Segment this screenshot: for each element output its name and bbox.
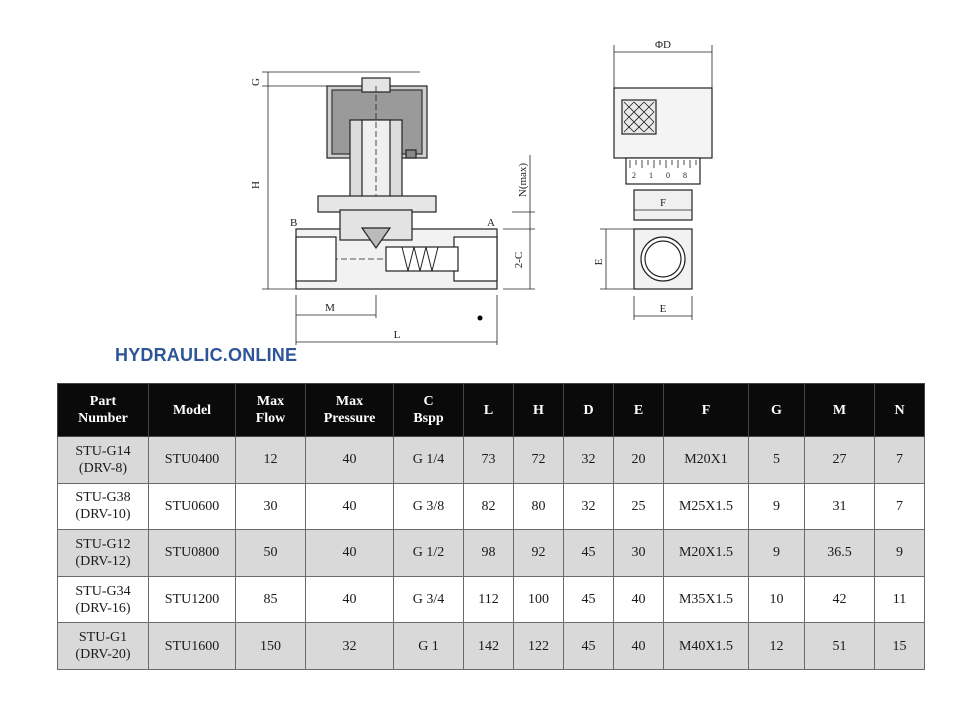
header-m: M	[805, 384, 875, 437]
header-d: D	[564, 384, 614, 437]
label-e-bottom: E	[659, 303, 667, 315]
scale-tick-4: 8	[683, 171, 687, 180]
cell-e: 40	[614, 623, 664, 670]
side-view	[600, 45, 712, 320]
header-max-pressure: Max Pressure	[306, 384, 394, 437]
cell-max-flow: 30	[236, 483, 306, 530]
cell-d: 45	[564, 576, 614, 623]
cell-m: 31	[805, 483, 875, 530]
cell-c: G 1/4	[394, 437, 464, 484]
cell-part-number: STU-G12 (DRV-12)	[58, 530, 149, 577]
scale-tick-2: 1	[649, 171, 653, 180]
cell-e: 20	[614, 437, 664, 484]
cell-d: 45	[564, 530, 614, 577]
cell-max-pressure: 40	[306, 576, 394, 623]
cell-d: 32	[564, 483, 614, 530]
cell-max-pressure: 32	[306, 623, 394, 670]
cell-max-flow: 12	[236, 437, 306, 484]
cell-h: 72	[514, 437, 564, 484]
spec-table	[57, 383, 925, 670]
header-f: F	[664, 384, 749, 437]
label-h: H	[250, 181, 262, 189]
header-l: L	[464, 384, 514, 437]
cell-max-pressure: 40	[306, 437, 394, 484]
label-g: G	[250, 78, 262, 86]
cell-m: 36.5	[805, 530, 875, 577]
cell-n: 11	[875, 576, 925, 623]
brand-heading: HYDRAULIC.ONLINE	[115, 345, 298, 365]
cell-h: 80	[514, 483, 564, 530]
cell-d: 32	[564, 437, 614, 484]
scale-tick-1: 2	[632, 171, 636, 180]
cell-f: M20X1	[664, 437, 749, 484]
cell-model: STU1200	[149, 576, 236, 623]
cell-max-pressure: 40	[306, 530, 394, 577]
header-part-number: Part Number	[58, 384, 149, 437]
label-d: ΦD	[655, 39, 671, 51]
table-header-row	[58, 384, 925, 437]
cell-e: 25	[614, 483, 664, 530]
cell-c: G 1	[394, 623, 464, 670]
header-g: G	[749, 384, 805, 437]
cell-max-flow: 150	[236, 623, 306, 670]
cell-max-flow: 85	[236, 576, 306, 623]
cell-model: STU1600	[149, 623, 236, 670]
header-max-flow: Max Flow	[236, 384, 306, 437]
table-row	[58, 576, 925, 623]
table-row	[58, 437, 925, 484]
label-n: N(max)	[517, 162, 529, 198]
cell-m: 42	[805, 576, 875, 623]
cell-m: 27	[805, 437, 875, 484]
header-model: Model	[149, 384, 236, 437]
cell-n: 7	[875, 437, 925, 484]
cell-c: G 3/8	[394, 483, 464, 530]
cell-e: 30	[614, 530, 664, 577]
label-e-side: E	[593, 258, 605, 266]
table-row	[58, 623, 925, 670]
cell-f: M20X1.5	[664, 530, 749, 577]
cell-part-number: STU-G14 (DRV-8)	[58, 437, 149, 484]
cell-l: 98	[464, 530, 514, 577]
header-e: E	[614, 384, 664, 437]
cell-g: 9	[749, 530, 805, 577]
table-row	[58, 530, 925, 577]
label-a: A	[487, 217, 495, 229]
cell-l: 112	[464, 576, 514, 623]
table-row	[58, 483, 925, 530]
cell-h: 100	[514, 576, 564, 623]
header-n: N	[875, 384, 925, 437]
cell-model: STU0600	[149, 483, 236, 530]
cell-c: G 3/4	[394, 576, 464, 623]
cell-g: 9	[749, 483, 805, 530]
cell-g: 5	[749, 437, 805, 484]
scale-tick-3: 0	[666, 171, 670, 180]
cell-max-pressure: 40	[306, 483, 394, 530]
cell-l: 142	[464, 623, 514, 670]
cell-m: 51	[805, 623, 875, 670]
cell-d: 45	[564, 623, 614, 670]
cell-model: STU0400	[149, 437, 236, 484]
cell-n: 7	[875, 483, 925, 530]
cell-f: M35X1.5	[664, 576, 749, 623]
cell-l: 82	[464, 483, 514, 530]
label-f: F	[659, 197, 667, 209]
drawing-labels	[250, 39, 687, 341]
cell-g: 12	[749, 623, 805, 670]
cell-n: 9	[875, 530, 925, 577]
dot-mark	[478, 316, 483, 321]
cell-model: STU0800	[149, 530, 236, 577]
header-c-bspp: C Bspp	[394, 384, 464, 437]
cell-g: 10	[749, 576, 805, 623]
cell-e: 40	[614, 576, 664, 623]
cell-f: M40X1.5	[664, 623, 749, 670]
cell-n: 15	[875, 623, 925, 670]
label-m: M	[325, 302, 335, 314]
cell-part-number: STU-G1 (DRV-20)	[58, 623, 149, 670]
cell-h: 122	[514, 623, 564, 670]
label-l: L	[393, 329, 401, 341]
label-b: B	[290, 217, 298, 229]
cell-l: 73	[464, 437, 514, 484]
label-c: 2-C	[513, 251, 525, 269]
cell-max-flow: 50	[236, 530, 306, 577]
cell-part-number: STU-G34 (DRV-16)	[58, 576, 149, 623]
cell-h: 92	[514, 530, 564, 577]
cell-c: G 1/2	[394, 530, 464, 577]
cell-part-number: STU-G38 (DRV-10)	[58, 483, 149, 530]
front-view	[262, 72, 535, 345]
cell-f: M25X1.5	[664, 483, 749, 530]
header-h: H	[514, 384, 564, 437]
